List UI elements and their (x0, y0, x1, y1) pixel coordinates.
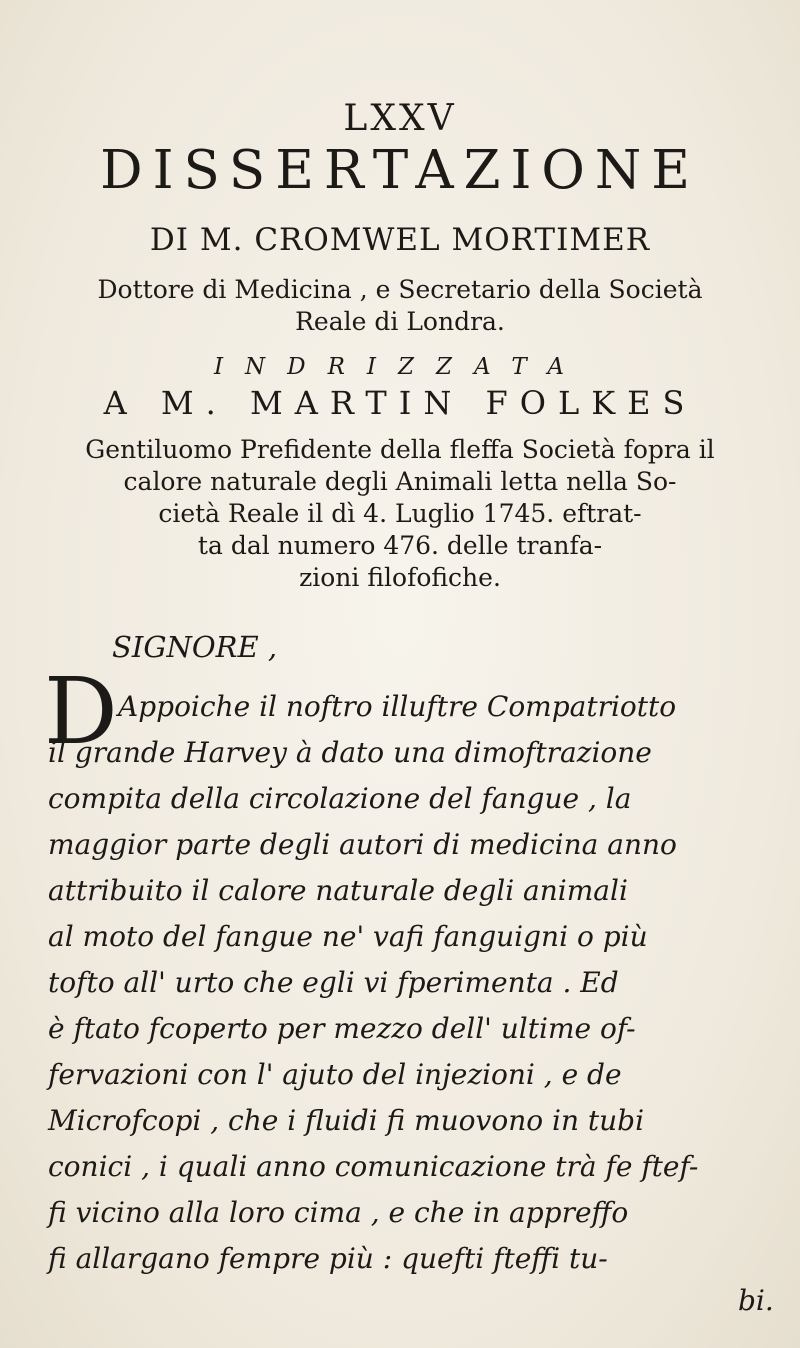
body-text-line: conici , i quali anno comunicazione trà fe ftef- (48, 1150, 699, 1183)
description-line: calore naturale degli Animali letta nella So- (123, 467, 677, 496)
body-text-line: fi vicino alla loro cima , e che in appreffo (48, 1196, 629, 1229)
body-text-line: tofto all' urto che egli vi fperimenta . Ed (48, 966, 619, 999)
body-text-line: al moto del fangue ne' vafi fanguigni o più (48, 920, 648, 953)
page-title: DISSERTAZIONE (100, 140, 700, 201)
drop-cap: D (44, 658, 118, 765)
description-line: Gentiluomo Prefidente della fleffa Società fopra il (85, 435, 715, 464)
body-text-line-last: fi allargano fempre più : quefti fteffi tu- (48, 1242, 608, 1275)
body-text-line: compita della circolazione del fangue , la (48, 782, 632, 815)
body-text-line: Microfcopi , che i fluidi fi muovono in tubi (48, 1104, 645, 1137)
catchword: bi. (738, 1284, 774, 1317)
author-title-line: Dottore di Medicina , e Secretario della Società (97, 275, 703, 304)
body-text-line: Appoiche il noftro illuftre Compatriotto (118, 690, 677, 723)
author-line: DI M. CROMWEL MORTIMER (149, 222, 651, 258)
addressee-line: A M. MARTIN FOLKES (103, 384, 697, 422)
description-line: cietà Reale il dì 4. Luglio 1745. eftrat- (158, 499, 642, 528)
description-line: zioni filofofiche. (299, 563, 501, 592)
body-text-line: è ftato fcoperto per mezzo dell' ultime of- (48, 1012, 636, 1045)
page-number-roman: LXXV (343, 98, 457, 139)
body-text-line: maggior parte degli autori di medicina anno (48, 828, 677, 861)
body-text-line: il grande Harvey à dato una dimoftrazione (48, 736, 652, 769)
author-title-line: Reale di Londra. (295, 307, 505, 336)
description-line: ta dal numero 476. delle tranfa- (197, 531, 603, 560)
indrizzata-label: INDRIZZATA (213, 354, 587, 380)
body-text-line: fervazioni con l' ajuto del injezioni , e de (48, 1058, 622, 1091)
salutation: SIGNORE , (112, 630, 278, 664)
body-text-line: attribuito il calore naturale degli animali (48, 874, 628, 907)
